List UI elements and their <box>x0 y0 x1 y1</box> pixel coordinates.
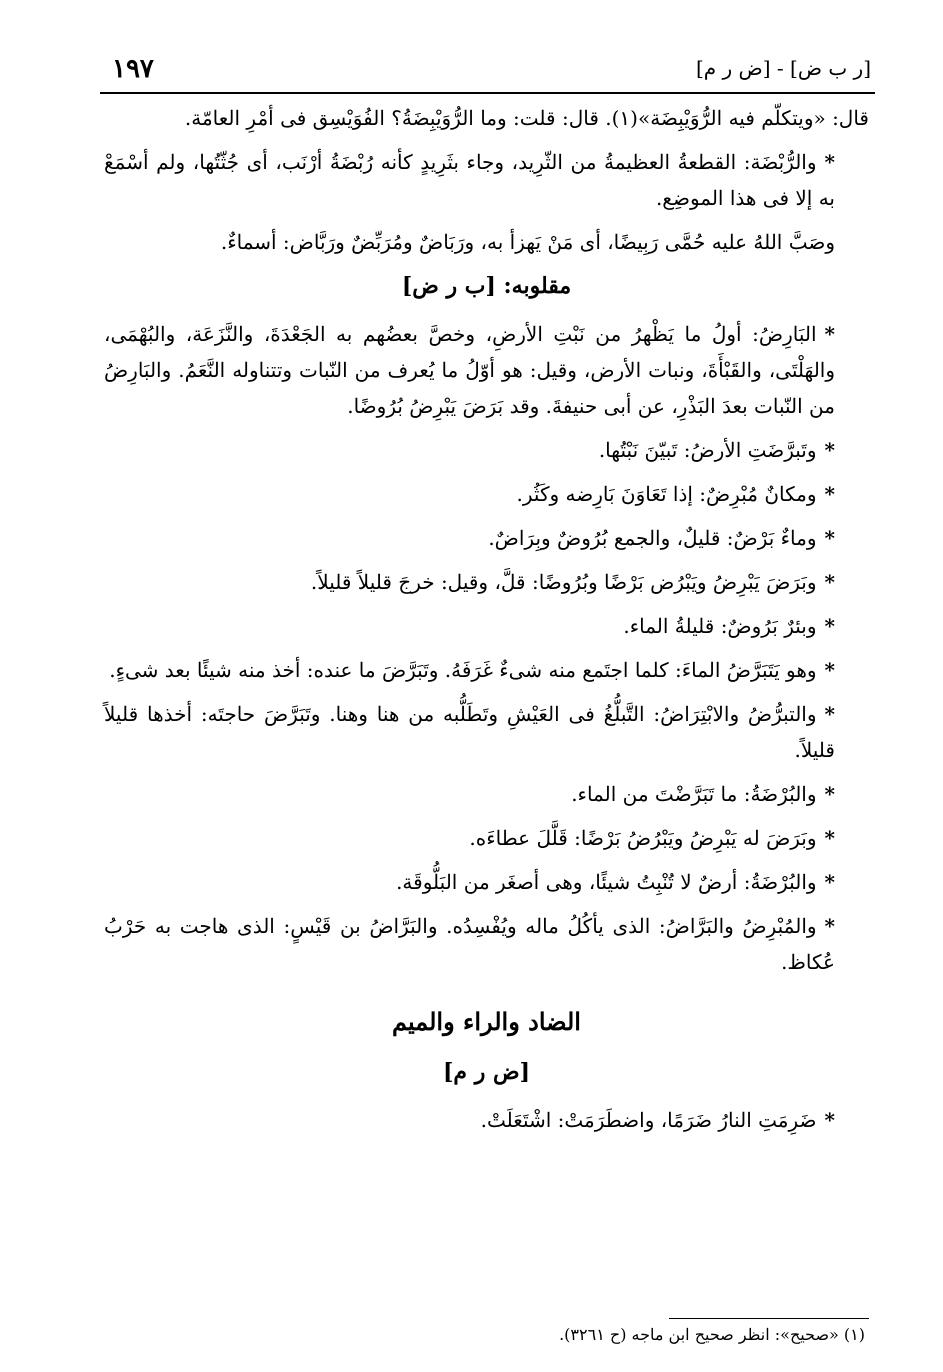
paragraph: *وبئرٌ بَرُوضٌ: قليلةُ الماء. <box>623 614 835 638</box>
star-marker: * <box>824 782 835 806</box>
star-marker: * <box>824 482 835 506</box>
paragraph: *والبُرْضَةُ: أرضٌ لا تُنْبِتُ شيئًا، وهى أصغَر من البَلُّوقَة. <box>396 870 835 894</box>
paragraph: وصَبَّ اللهُ عليه حُمَّى رَبِيضًا، أى مَنْ يَهزأ به، ورَبَاضٌ ومُرَبِّضٌ ورَبَّاض: أسماءٌ. <box>220 230 835 254</box>
star-marker: * <box>824 570 835 594</box>
star-marker: * <box>824 526 835 550</box>
star-marker: * <box>824 438 835 462</box>
star-marker: * <box>824 658 835 682</box>
paragraph: *والبُرْضَةُ: ما تَبَرَّضْتَ من الماء. <box>571 782 835 806</box>
paragraph: *وتَبرَّضَتِ الأرضُ: تَبيّنَ نَبْتُها. <box>598 438 835 462</box>
paragraph: *وهو يَتَبَرَّضُ الماءَ: كلما اجتَمع منه شىءٌ غَرَفَهُ. وتَبَرَّضَ ما عنده: أخذ منه شيئًا بعد شىءٍ. <box>109 658 835 682</box>
paragraph: *وبَرَضَ له يَبْرِضُ ويَبْرُضُ بَرْضًا: قَلَّلَ عطاءَه. <box>469 826 835 850</box>
star-marker: * <box>824 614 835 638</box>
section-heading: مقلوبه: [ب ر ض] <box>401 273 572 299</box>
header-rule <box>100 92 875 94</box>
star-marker: * <box>824 322 835 346</box>
star-marker: * <box>824 702 835 726</box>
paragraph: *ضَرِمَتِ النارُ ضَرَمًا، واضطَرَمَتْ: اشْتَعَلَتْ. <box>480 1108 835 1132</box>
footnote: (١) «صحيح»: انظر صحيح ابن ماجه (ح ٣٢٦١). <box>559 1325 865 1344</box>
chapter-heading: الضاد والراء والميم <box>392 1007 581 1036</box>
page-header <box>100 52 871 92</box>
star-marker: * <box>824 1108 835 1132</box>
paragraph: *ومكانٌ مُبْرِضٌ: إذا تَعَاوَنَ بَارِضه وكَثُر. <box>516 482 835 506</box>
star-marker: * <box>824 914 835 938</box>
paragraph: *والمُبْرِضُ والبَرَّاضُ: الذى يأكُلُ ماله ويُفْسِدُه. والبَرَّاضُ بن قَيْسٍ: الذى هاجت به حَرْبُ عُكاظ. <box>104 914 835 974</box>
root-heading: [ض ر م] <box>443 1059 530 1085</box>
paragraph: *وماءٌ بَرْضٌ: قليلٌ، والجمع بُرُوضٌ وبِرَاضٌ. <box>488 526 835 550</box>
star-marker: * <box>824 826 835 850</box>
running-head: [ر ب ض] - [ض ر م] <box>696 56 871 80</box>
star-marker: * <box>824 870 835 894</box>
paragraph: *البَارِضُ: أولُ ما يَظْهرُ من نَبْتِ الأرضِ، وخصَّ بعضُهم به الجَعْدَةَ، والنَّزَعَة، والبُهْمَى، والهَلْتَى، والقَبْأَةَ، ونبات الأرض، وقيل: هو أوّلُ ما يُعرف من النّبات وتتناوله النَّعَمُ. والبَارِضُ من النّبات بعدَ البَذْرِ، عن أبى حنيفةَ. وقد بَرَضَ يَبْرِضُ بُرُوضًا. <box>104 322 835 418</box>
main-text <box>104 100 869 1146</box>
star-marker: * <box>824 150 835 174</box>
paragraph: *والرُّبْضَة: القطعةُ العظيمةُ من الثّرِيد، وجاء بثَرِيدٍ كأنه رُبْضَةُ أرْنَب، أى جُثّتُها، ولم أسْمَعْ به إلا فى هذا الموضِع. <box>104 150 835 210</box>
paragraph: *والتبرُّضُ والابْتِرَاضُ: التَّبلُّغُ فى العَيْشِ وتَطَلُّبه من هنا وهنا. وتَبَرَّضَ حاجتَه: أخذها قليلاً قليلاً. <box>104 702 835 762</box>
paragraph: *وبَرَضَ يَبْرِضُ ويَبْرُض بَرْضًا وبُرُوضًا: قلَّ، وقيل: خرجَ قليلاً قليلاً. <box>310 570 835 594</box>
page-number: ١٩٧ <box>112 54 154 84</box>
footnote-rule <box>669 1318 869 1319</box>
paragraph: قال: «ويتكلّم فيه الرُّوَيْبِضَة»(١). قال: قلت: وما الرُّوَيْبِضَةُ؟ الفُوَيْسِق فى أمْرِ العامّة. <box>184 106 869 130</box>
